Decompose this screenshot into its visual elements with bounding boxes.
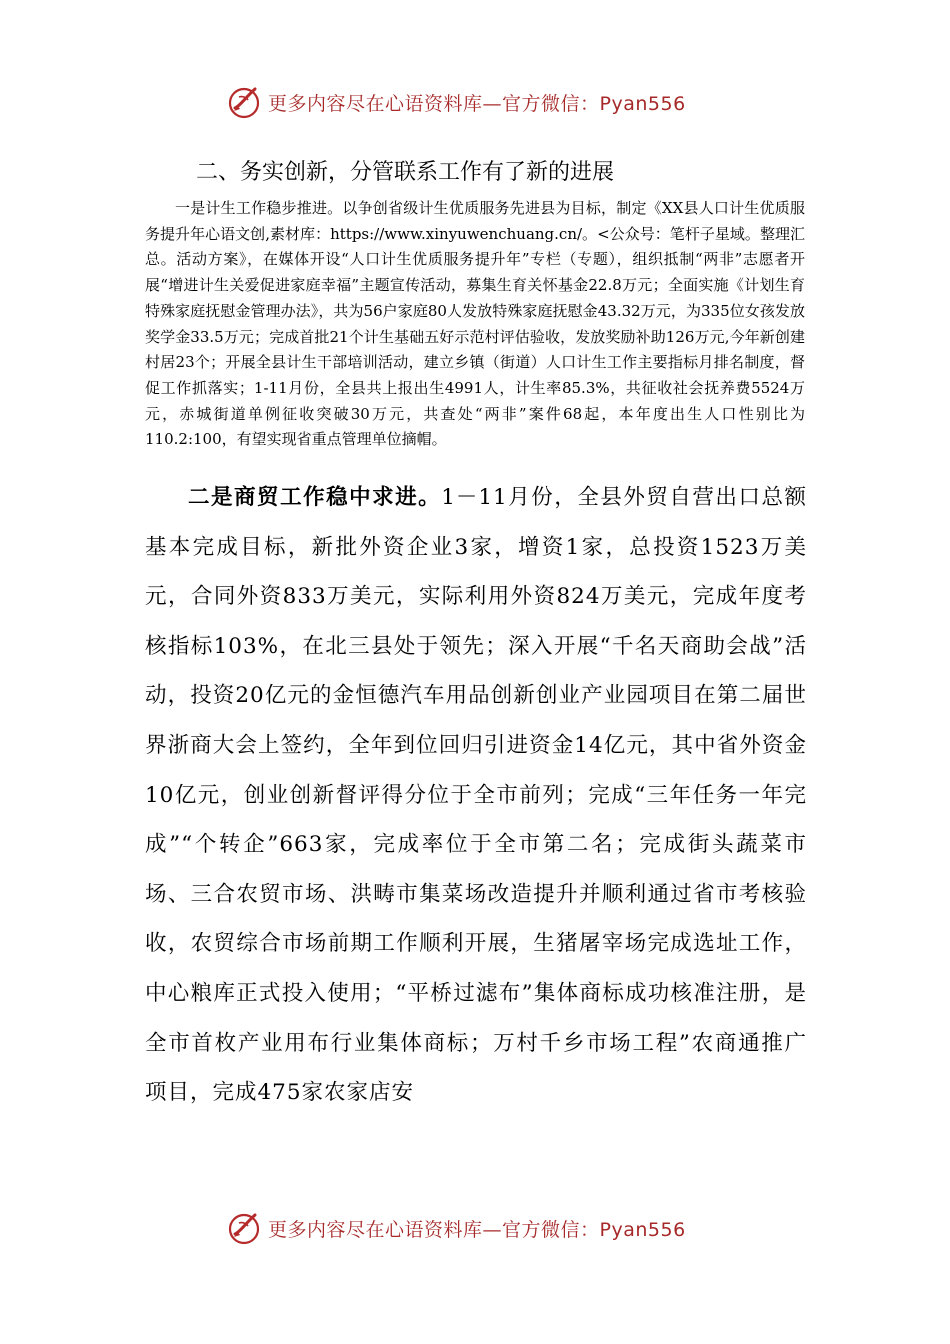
pen-logo-icon — [226, 84, 262, 120]
footer-banner — [226, 1208, 726, 1248]
paragraph-body: 1－11月份，全县外贸自营出口总额基本完成目标，新批外资企业3家，增资1家，总投资1523万美元，合同外资833万美元，实际利用外资824万美元，完成年度考核指标103%，在北三县处于领先；深入开展“千名天商助会战”活动，投资20亿元的金恒德汽车用品创新创业产业园项目在第二届世界浙商大会上签约，全年到位回归引进资金14亿元，其中省外资金10亿元，创业创新督评得分位于全市前列；完成“三年任务一年完成”“个转企”663家，完成率位于全市第二名；完成街头蔬菜市场、三合农贸市场、洪畴市集菜场改造提升并顺利通过省市考核验收，农贸综合市场前期工作顺利开展，生猪屠宰场完成选址工作，中心粮库正式投入使用；“平桥过滤布”集体商标成功核准注册，是全市首枚产业用布行业集体商标；万村千乡市场工程”农商通推广项目，完成475家农家店安 — [145, 485, 807, 1106]
paragraph-commerce — [145, 473, 807, 1118]
header-banner — [226, 82, 726, 122]
banner-text: 更多内容尽在心语资料库—官方微信：Pyan556 — [268, 1218, 686, 1241]
pen-logo-icon — [226, 1210, 262, 1246]
section-heading: 二、务实创新，分管联系工作有了新的进展 — [196, 160, 615, 185]
paragraph-family-planning: 一是计生工作稳步推进。以争创省级计生优质服务先进县为目标，制定《XX县人口计生优质服务提升年心语文创,素材库：https://www.xinyuwenchuang.cn/。<公众号：笔杆子星域。整理汇总。活动方案》，在媒体开设“人口计生优质服务提升年”专栏（专题），组织抵制“两非”志愿者开展“增进计生关爱促进家庭幸福”主题宣传活动，募集生育关怀基金22.8万元；全面实施《计划生育特殊家庭抚慰金管理办法》，共为56户家庭80人发放特殊家庭抚慰金43.32万元，为335位女孩发放奖学金33.5万元；完成首批21个计生基础五好示范村评估验收，发放奖励补助126万元,今年新创建村居23个；开展全县计生干部培训活动，建立乡镇（街道）人口计生工作主要指标月排名制度，督促工作抓落实；1-11月份，全县共上报出生4991人，计生率85.3%，共征收社会抚养费5524万元，赤城街道单例征收突破30万元，共查处“两非”案件68起，本年度出生人口性别比为110.2:100，有望实现省重点管理单位摘帽。 — [145, 199, 805, 449]
banner-text: 更多内容尽在心语资料库—官方微信：Pyan556 — [268, 92, 686, 115]
paragraph-lead: 二是商贸工作稳中求进。 — [188, 485, 442, 510]
